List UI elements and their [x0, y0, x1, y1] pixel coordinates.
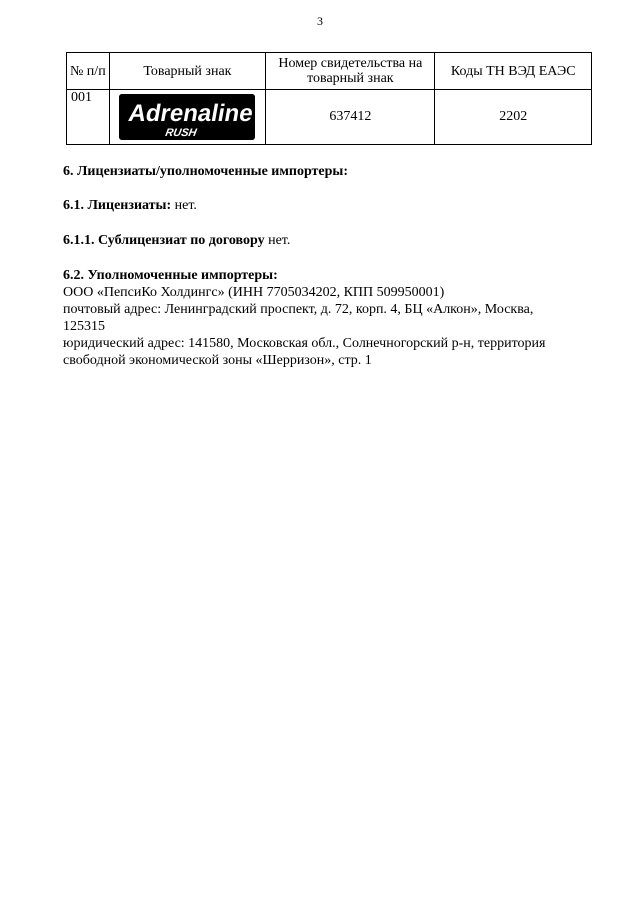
header-trademark: Товарный знак	[109, 53, 266, 90]
table-row	[67, 90, 592, 145]
section-6-1-1-value: нет.	[264, 233, 291, 248]
section-6-1-1	[63, 232, 595, 249]
importer-company: ООО «ПепсиКо Холдингс» (ИНН 7705034202, КПП 509950001)	[63, 285, 445, 300]
header-number: № п/п	[67, 53, 110, 90]
postal-address-line-2: 125315	[63, 319, 105, 334]
logo-main-text: Adrenaline	[126, 100, 256, 127]
row-number: 001	[67, 90, 110, 145]
certificate-number: 637412	[266, 90, 435, 145]
legal-address-line-2: свободной экономической зоны «Шерризон», стр. 1	[63, 353, 372, 368]
table-header-row	[67, 53, 592, 90]
header-certificate: Номер свидетельства на товарный знак	[266, 53, 435, 90]
section-6-2-label: 6.2. Уполномоченные импортеры:	[63, 268, 278, 283]
section-6-1	[63, 197, 595, 214]
header-codes: Коды ТН ВЭД ЕАЭС	[435, 53, 592, 90]
postal-address-line-1: почтовый адрес: Ленинградский проспект, д. 72, корп. 4, БЦ «Алкон», Москва,	[63, 302, 534, 317]
tn-ved-codes: 2202	[435, 90, 592, 145]
page-number: 3	[317, 14, 323, 28]
trademark-cell	[109, 90, 266, 145]
section-6-heading: 6. Лицензиаты/уполномоченные импортеры:	[63, 164, 349, 179]
legal-address-line-1: юридический адрес: 141580, Московская обл., Солнечногорский р-н, территория	[63, 336, 546, 351]
section-6-1-label: 6.1. Лицензиаты:	[63, 198, 172, 213]
section-6-1-1-label: 6.1.1. Сублицензиат по договору	[63, 233, 265, 248]
trademark-table	[66, 52, 592, 145]
logo-sub-text: RUSH	[164, 127, 198, 139]
adrenaline-rush-logo	[119, 94, 255, 140]
section-6-1-value: нет.	[171, 198, 197, 213]
logo-wrap	[110, 90, 266, 144]
section-6-2	[63, 267, 595, 369]
